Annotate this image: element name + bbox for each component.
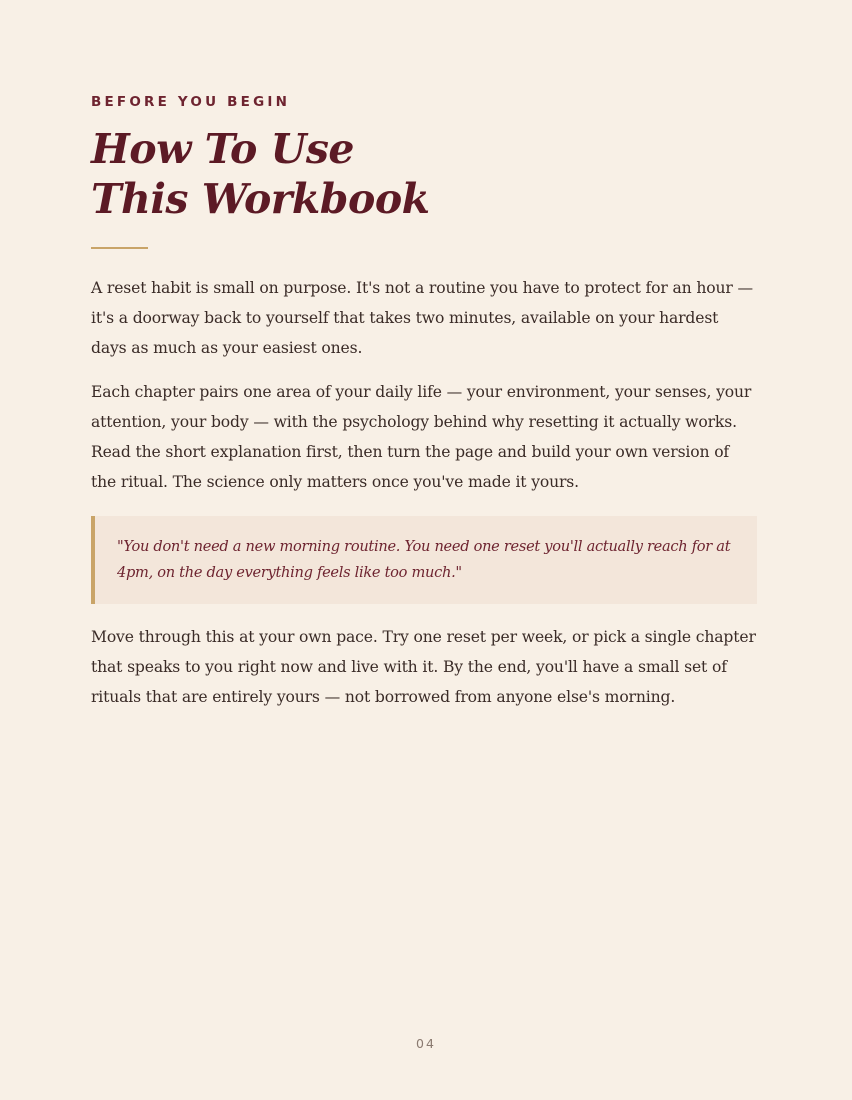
title-divider <box>91 247 148 249</box>
pacing-paragraph: Move through this at your own pace. Try one reset per week, or pick a single chapter that speaks to you right now and live with it. By the end, you'll have a small set of rituals that are entirely yours — not borrowed from anyone else's morning. <box>91 628 756 706</box>
chapter-explanation-paragraph: Each chapter pairs one area of your daily life — your environment, your senses, your attention, your body — with the psychology behind why resetting it actually works. Read the short explanation first, then turn the page and build your own version of the ritual. The science only matters once you've made it yours. <box>91 383 752 491</box>
pull-quote-text: "You don't need a new morning routine. You need one reset you'll actually reach for at 4pm, on the day everything feels like too much." <box>117 538 731 581</box>
pull-quote <box>91 516 757 604</box>
page-title <box>91 124 430 224</box>
page-title-line-1: How To Use <box>91 125 355 173</box>
intro-paragraph: A reset habit is small on purpose. It's not a routine you have to protect for an hour — it's a doorway back to yourself that takes two minutes, available on your hardest days as much as your easiest ones. <box>91 279 753 357</box>
page-title-line-2: This Workbook <box>91 175 430 223</box>
section-eyebrow: BEFORE YOU BEGIN <box>91 94 291 110</box>
page-number: 04 <box>416 1036 436 1051</box>
